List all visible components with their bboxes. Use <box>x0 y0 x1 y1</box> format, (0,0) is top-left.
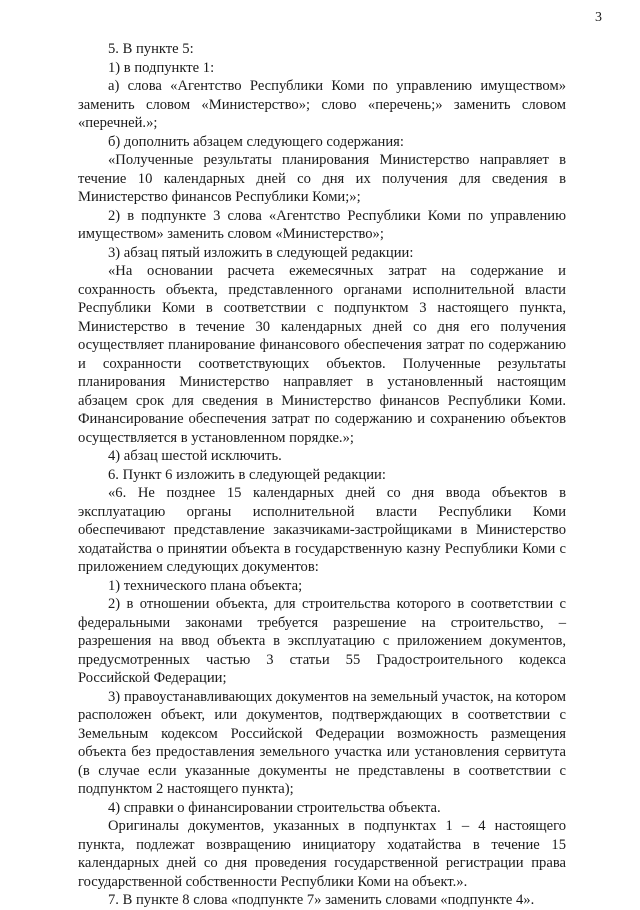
paragraph-item-6-heading: 6. Пункт 6 изложить в следующей редакции: <box>108 466 386 483</box>
document-body <box>78 40 566 910</box>
paragraph-item-5-heading: 5. В пункте 5: <box>108 41 194 57</box>
paragraph-doc-2: 2) в отношении объекта, для строительства которого в соответствии с федеральными законами требуется разрешение на строительство, – разрешения на ввод объекта в эксплуатацию с приложением документов, предусмотренных частью 3 статьи 55 Градостроительного кодекса Российской Федерации; <box>78 596 566 686</box>
paragraph-originals-return: Оригиналы документов, указанных в подпунктах 1 – 4 настоящего пункта, подлежат возвращению инициатору ходатайства в течение 15 календарных дней со дня проведения государственной регистрации права государственной собственности Республики Коми на объект.». <box>78 818 566 890</box>
paragraph-subitem-3: 3) абзац пятый изложить в следующей редакции: <box>108 244 414 261</box>
paragraph-doc-4: 4) справки о финансировании строительства объекта. <box>108 799 441 816</box>
paragraph-subitem-4: 4) абзац шестой исключить. <box>108 448 282 464</box>
paragraph-subitem-b: б) дополнить абзацем следующего содержания: <box>108 133 404 150</box>
page-number: 3 <box>595 10 602 25</box>
paragraph-subitem-a: а) слова «Агентство Республики Коми по управлению имуществом» заменить словом «Министерство»; слово «перечень;» заменить словом «перечней.»; <box>78 78 566 131</box>
paragraph-item-7: 7. В пункте 8 слова «подпункте 7» заменить словами «подпункте 4». <box>108 892 535 908</box>
paragraph-quote-item-6: «6. Не позднее 15 календарных дней со дня ввода объектов в эксплуатацию органы исполнительной власти Республики Коми обеспечивают представление заказчиками-застройщиками в Министерство ходатайства о принятии объекта в государственную казну Республики Коми с приложением следующих документов: <box>78 485 566 575</box>
paragraph-subitem-2: 2) в подпункте 3 слова «Агентство Республики Коми по управлению имуществом» заменить словом «Министерство»; <box>78 207 566 242</box>
paragraph-quote-fifth-paragraph: «На основании расчета ежемесячных затрат на содержание и сохранность объекта, представленного органами исполнительной власти Республики Коми в соответствии с подпунктом 3 настоящего пункта, Министерство в течение 30 календарных дней со дня его получения осуществляет планирование финансового обеспечения затрат по содержанию и сохранности соответствующих объектов. Полученные результаты планирования Министерство направляет в установленный настоящим абзацем срок для сведения в Министерство финансов Республики Коми. Финансирование обеспечения затрат по содержанию и сохранению объектов осуществляется в установленном порядке.»; <box>78 263 566 446</box>
paragraph-quote-planning-results: «Полученные результаты планирования Министерство направляет в течение 10 календарных дней со дня их получения для сведения в Министерство финансов Республики Коми;»; <box>78 152 566 205</box>
paragraph-subitem-1: 1) в подпункте 1: <box>108 59 215 76</box>
paragraph-doc-1: 1) технического плана объекта; <box>108 577 303 594</box>
paragraph-doc-3: 3) правоустанавливающих документов на земельный участок, на котором расположен объект, или документов, подтверждающих в соответствии с Земельным кодексом Российской Федерации возможность размещения объекта без предоставления земельного участка или установления сервитута (в случае если указанные документы не представлены в соответствии с подпунктом 2 настоящего пункта); <box>78 688 566 797</box>
